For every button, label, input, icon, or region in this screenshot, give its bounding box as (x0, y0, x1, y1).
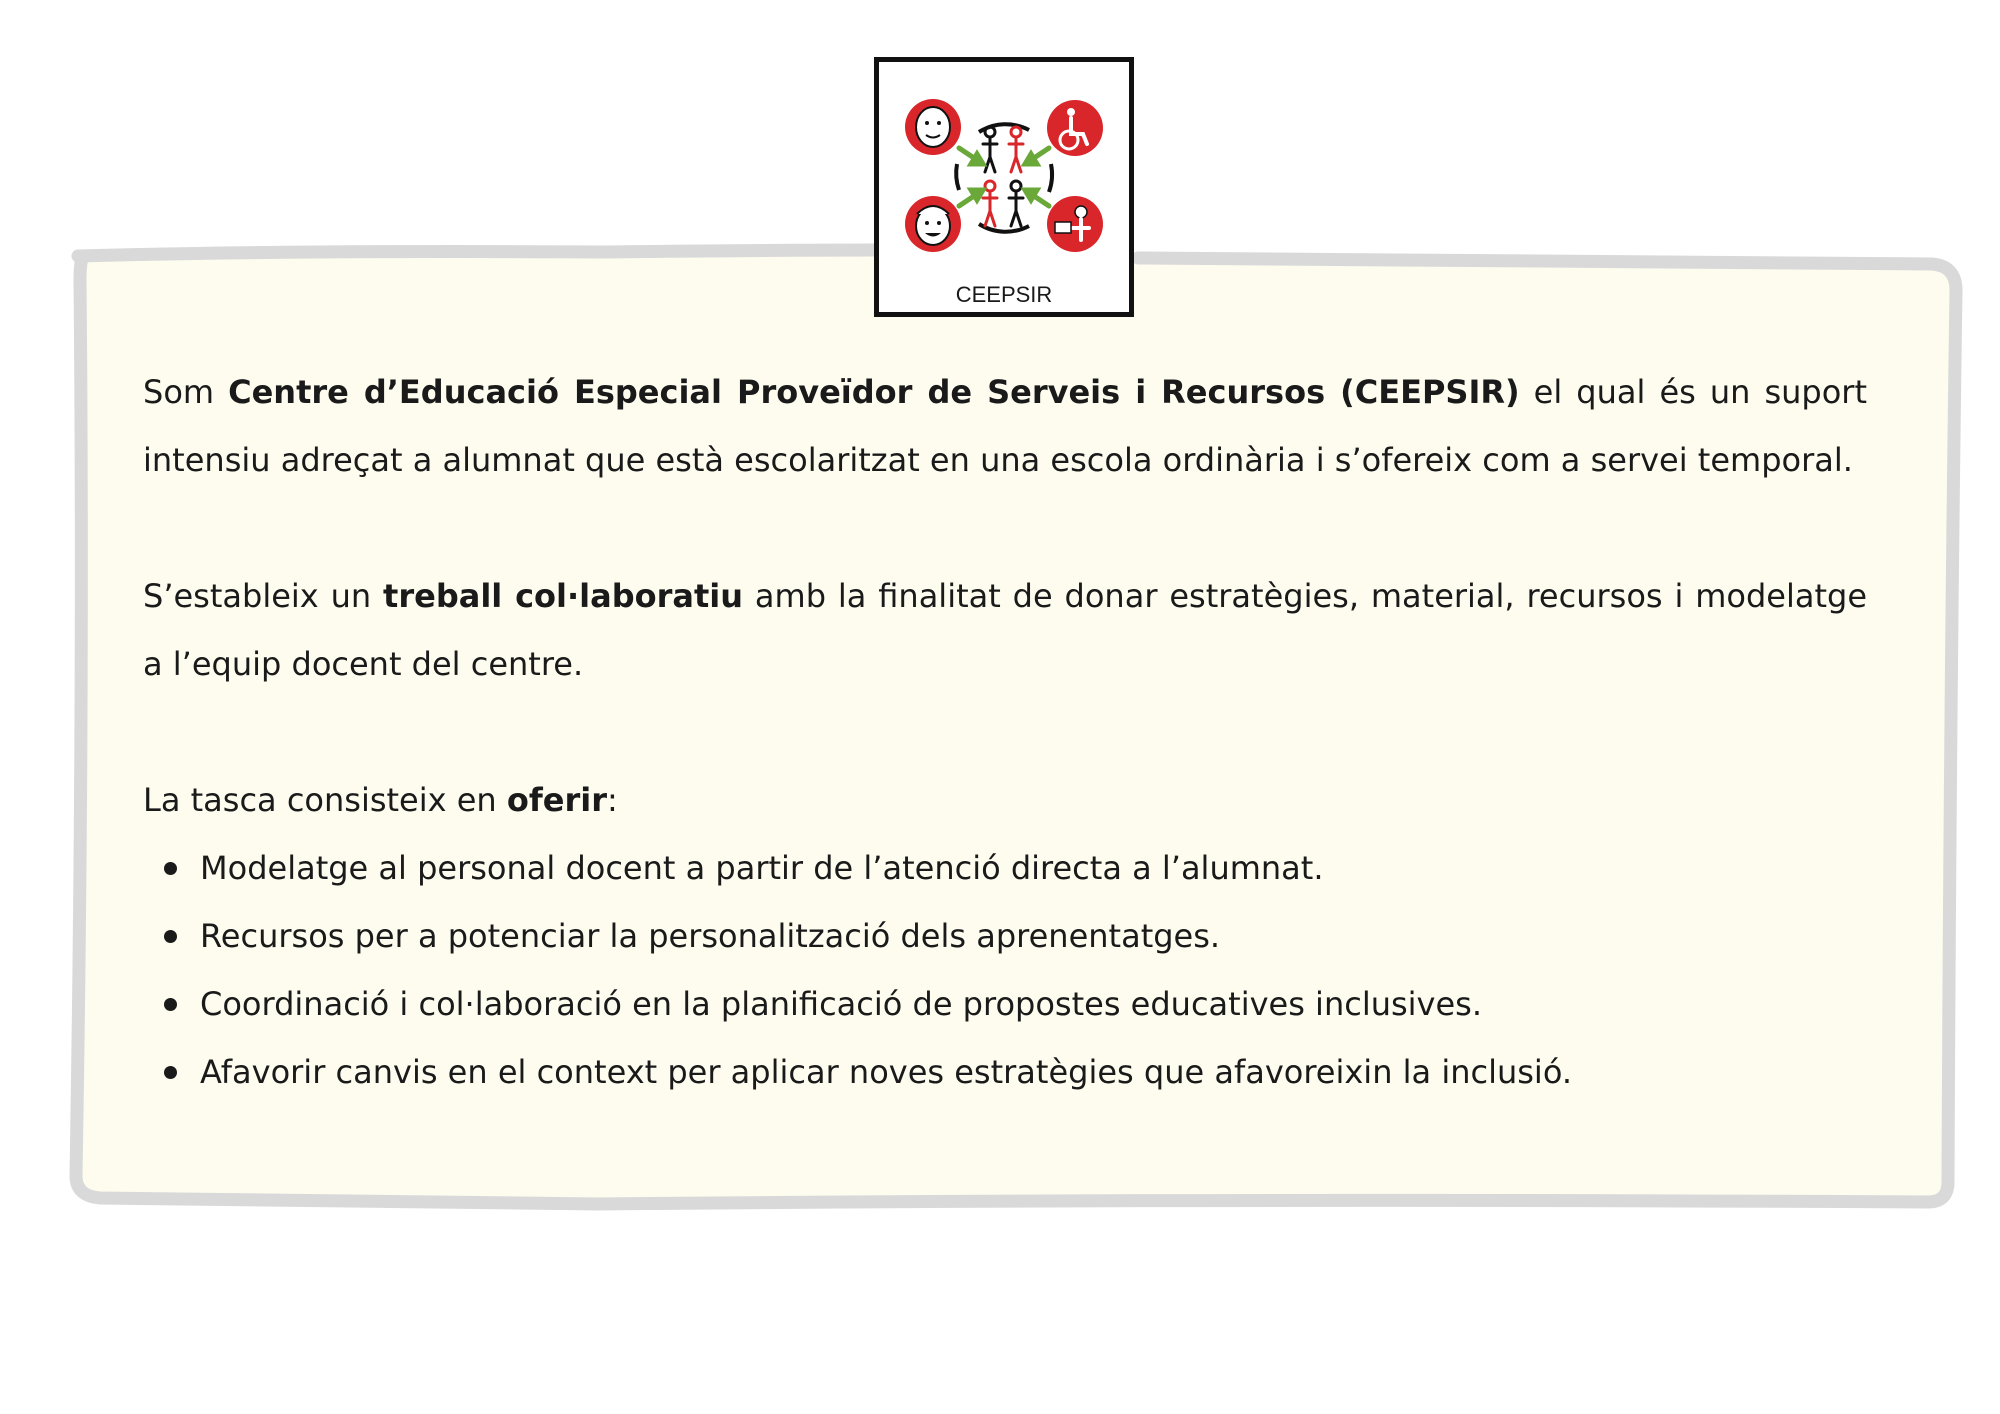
list-item-text: Coordinació i col·laboració en la planificació de propostes educatives inclusives. (200, 985, 1483, 1023)
bold-text: Centre d’Educació Especial Proveïdor de Serveis i Recursos (CEEPSIR) (228, 373, 1520, 411)
people-figures (983, 127, 1023, 226)
intro-text: La tasca consisteix en (143, 781, 507, 819)
list-item (143, 970, 1867, 1038)
paragraph-text: S’estableix un (143, 577, 384, 615)
arrows (959, 148, 1049, 206)
paragraph-collaborative-work (143, 562, 1867, 698)
intro-text: : (607, 781, 618, 819)
main-content (143, 358, 1867, 1106)
bullet-icon (164, 998, 177, 1011)
list-item-text: Modelatge al personal docent a partir de l’atenció directa a l’alumnat. (200, 849, 1324, 887)
bullet-icon (164, 862, 177, 875)
ceepsir-logo (874, 57, 1134, 317)
logo-label: CEEPSIR (955, 282, 1053, 307)
paragraph-text: el qual és un suport intensiu adreçat a alumnat que està escolaritzat en una escola ordinària i s’ofereix com a servei temporal. (143, 373, 1868, 479)
list-item (143, 834, 1867, 902)
list-intro (143, 766, 1867, 834)
bold-text: treball col·laboratiu (383, 577, 744, 615)
bullet-icon (164, 1066, 177, 1079)
paragraph-ceepsir-definition (143, 358, 1867, 494)
bold-text: oferir (506, 781, 608, 819)
logo-graphic (879, 62, 1129, 312)
paragraph-text: amb la finalitat de donar estratègies, material, recursos i modelatge a l’equip docent del centre. (143, 577, 1868, 683)
paragraph-text: Som (143, 373, 229, 411)
offerings-list (143, 834, 1867, 1106)
list-item (143, 1038, 1867, 1106)
list-item (143, 902, 1867, 970)
wheelchair-icon (1047, 100, 1103, 156)
person-with-sign-icon (1047, 196, 1103, 252)
face-icon (905, 99, 961, 155)
bullet-icon (164, 930, 177, 943)
child-face-icon (905, 196, 961, 252)
list-item-text: Afavorir canvis en el context per aplicar noves estratègies que afavoreixin la inclusió. (200, 1053, 1572, 1091)
list-item-text: Recursos per a potenciar la personalització dels aprenentatges. (200, 917, 1221, 955)
